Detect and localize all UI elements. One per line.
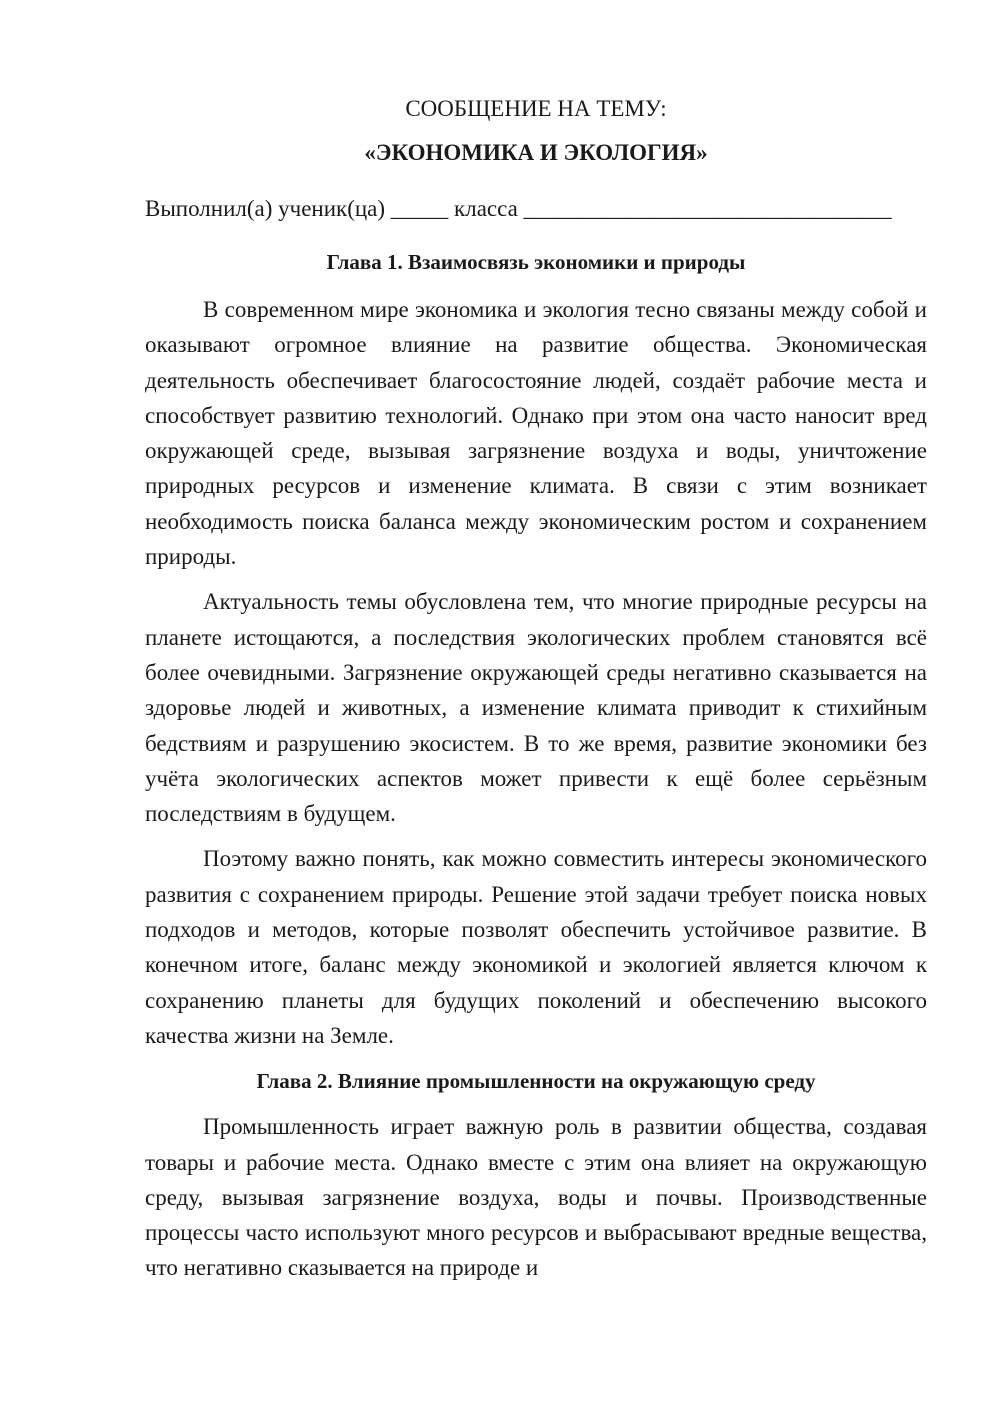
chapter-2-paragraph-1: Промышленность играет важную роль в развитии общества, создавая товары и рабочие места. Однако вместе с этим она влияет на окружающую среду, вызывая загрязнение воздуха, воды и почвы. Производственные процессы часто используют много ресурсов и выбрасывают вредные вещества, что негативно сказывается на природе и bbox=[145, 1114, 927, 1281]
chapter-1-paragraph-2: Актуальность темы обусловлена тем, что многие природные ресурсы на планете истощаются, а последствия экологических проблем становятся всё более очевидными. Загрязнение окружающей среды негативно сказывается на здоровье людей и животных, а изменение климата приводит к стихийным бедствиям и разрушению экосистем. В то же время, развитие экономики без учёта экологических аспектов может привести к ещё более серьёзным последствиям в будущем. bbox=[145, 589, 927, 827]
chapter-1-heading: Глава 1. Взаимосвязь экономики и природы bbox=[326, 250, 746, 274]
author-line: Выполнил(а) ученик(ца) _____ класса ________________________________ bbox=[145, 196, 892, 221]
document-page bbox=[145, 90, 927, 1296]
document-title-line-1: СООБЩЕНИЕ НА ТЕМУ: bbox=[405, 96, 667, 121]
document-title-line-2: «ЭКОНОМИКА И ЭКОЛОГИЯ» bbox=[364, 140, 708, 165]
chapter-2-heading: Глава 2. Влияние промышленности на окружающую среду bbox=[256, 1069, 816, 1094]
chapter-1-paragraph-1: В современном мире экономика и экология тесно связаны между собой и оказывают огромное влияние на развитие общества. Экономическая деятельность обеспечивает благосостояние людей, создаёт рабочие места и способствует развитию технологий. Однако при этом она часто наносит вред окружающей среде, вызывая загрязнение воздуха и воды, уничтожение природных ресурсов и изменение климата. В связи с этим возникает необходимость поиска баланса между экономическим ростом и сохранением природы. bbox=[145, 297, 927, 570]
chapter-1-paragraph-3: Поэтому важно понять, как можно совместить интересы экономического развития с сохранением природы. Решение этой задачи требует поиска новых подходов и методов, которые позволят обеспечить устойчивое развитие. В конечном итоге, баланс между экономикой и экологией является ключом к сохранению планеты для будущих поколений и обеспечению высокого качества жизни на Земле. bbox=[145, 846, 927, 1048]
